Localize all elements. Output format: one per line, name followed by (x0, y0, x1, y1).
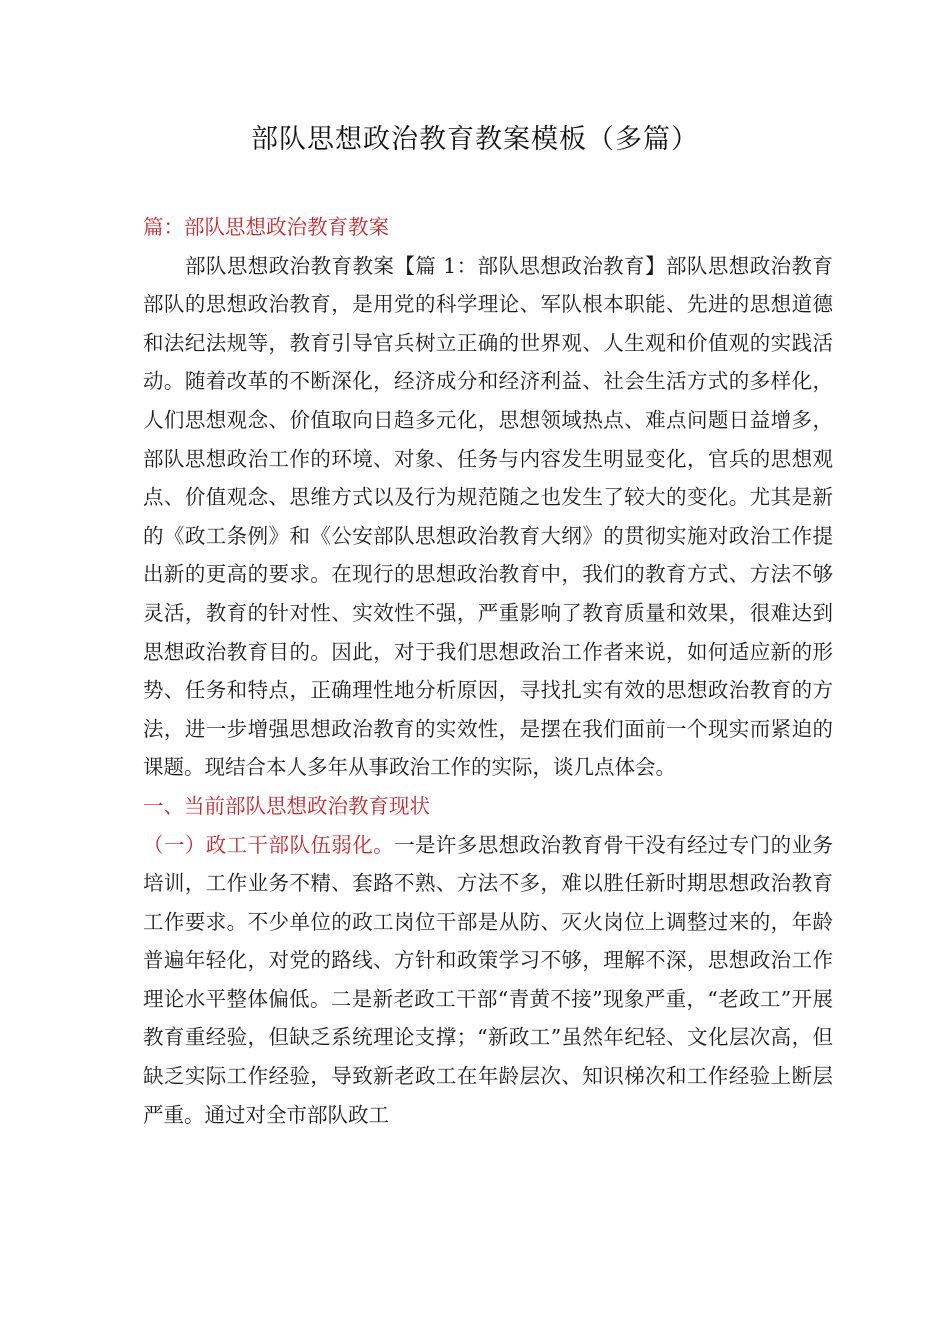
item-1-text: 一是许多思想政治教育骨干没有经过专门的业务培训，工作业务不精、套路不熟、方法不多，难以胜任新时期思想政治教育工作要求。不少单位的政工岗位干部是从防、灭火岗位上调整过来的，年龄普遍年轻化，对党的路线、方针和政策学习不够，理解不深，思想政治工作理论水平整体偏低。二是新老政工干部“青黄不接”现象严重，“老政工”开展教育重经验，但缺乏系统理论支撑；“新政工”虽然年纪轻、文化层次高，但缺乏实际工作经验，导致新老政工在年龄层次、知识梯次和工作经验上断层严重。通过对全市部队政工 (143, 832, 833, 1127)
item-1-paragraph (143, 826, 833, 1135)
section-heading: 篇：部队思想政治教育教案 (143, 215, 389, 239)
subheading-current-status: 一、当前部队思想政治教育现状 (143, 793, 430, 818)
document-body (143, 208, 833, 1134)
item-1-label: （一）政工干部队伍弱化。 (143, 832, 395, 857)
intro-paragraph: 部队思想政治教育教案【篇 1：部队思想政治教育】部队思想政治教育部队的思想政治教育，是用党的科学理论、军队根本职能、先进的思想道德和法纪法规等，教育引导官兵树立正确的世界观、人生观和价值观的实践活动。随着改革的不断深化，经济成分和经济利益、社会生活方式的多样化，人们思想观念、价值取向日趋多元化，思想领域热点、难点问题日益增多，部队思想政治工作的环境、对象、任务与内容发生明显变化，官兵的思想观点、价值观念、思维方式以及行为规范随之也发生了较大的变化。尤其是新的《政工条例》和《公安部队思想政治教育大纲》的贯彻实施对政治工作提出新的更高的要求。在现行的思想政治教育中，我们的教育方式、方法不够灵活，教育的针对性、实效性不强，严重影响了教育质量和效果，很难达到思想政治教育目的。因此，对于我们思想政治工作者来说，如何适应新的形势、任务和特点，正确理性地分析原因，寻找扎实有效的思想政治教育的方法，进一步增强思想政治教育的实效性，是摆在我们面前一个现实而紧迫的课题。现结合本人多年从事政治工作的实际，谈几点体会。 (143, 253, 833, 780)
document-title: 部队思想政治教育教案模板（多篇） (251, 124, 699, 155)
